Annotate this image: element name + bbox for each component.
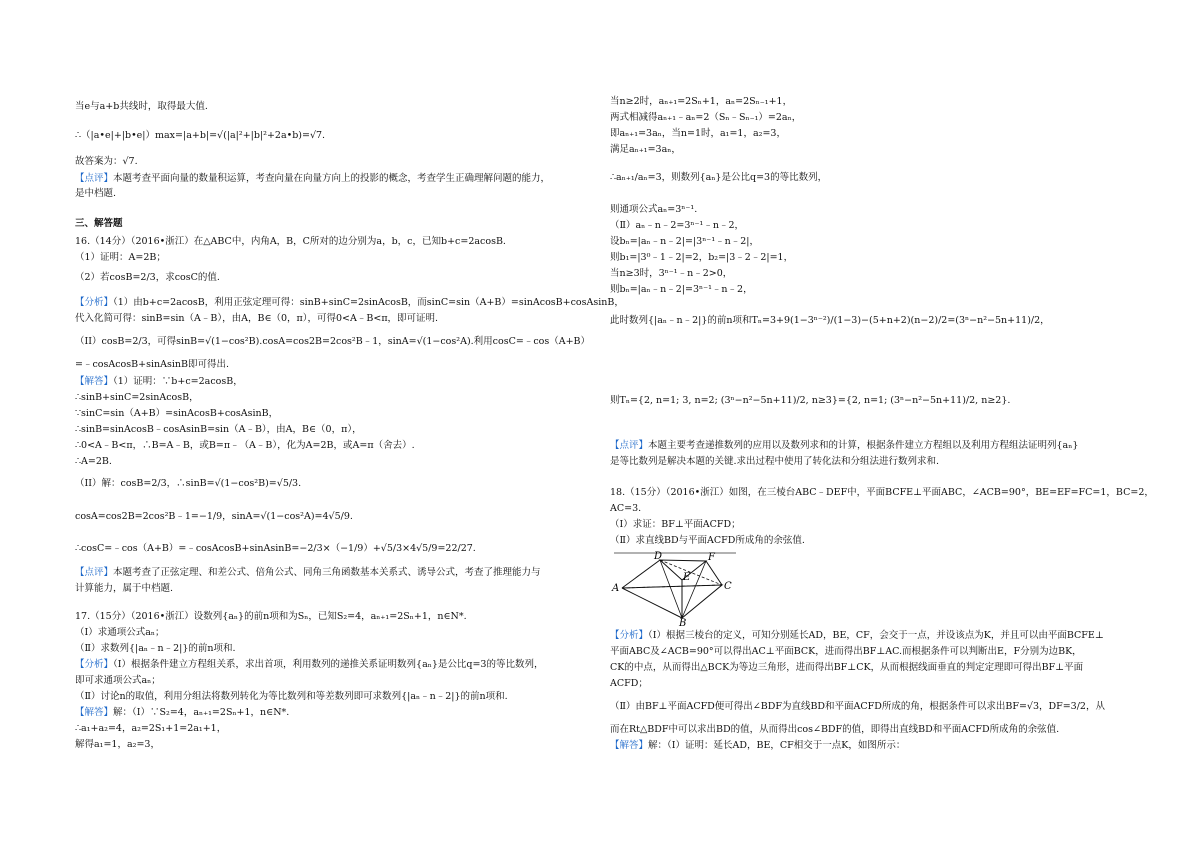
q16-analysis-line1 [75,297,624,309]
section-heading: 三、解答题 [75,218,123,229]
r-line-sum: 此时数列{|aₙ﹣n﹣2|}的前n项和Tₙ=3+9(1−3ⁿ⁻²)/(1−3)−(5+n+2)(n−2)/2=(3ⁿ−n²−5n+11)/2， [610,315,1050,326]
comment-text: 本题考查了正弦定理、和差公式、倍角公式、同角三角函数基本关系式、诱导公式，考查了推理能力与 [113,567,541,578]
q16-solution-line2: ∴sinB+sinC=2sinAcosB， [75,392,199,403]
label-A: A [612,583,620,594]
q18-stem: 18.（15分）（2016•浙江）如图，在三棱台ABC﹣DEF中，平面BCFE⊥平面ABC，∠ACB=90°，BE=EF=FC=1，BC=2， [610,487,1154,498]
q18-part1: （Ⅰ）求证：BF⊥平面ACFD； [610,519,741,530]
r-line-10: 当n≥3时，3ⁿ⁻¹﹣n﹣2>0， [610,268,733,279]
line-max-condition: 当e与a+b共线时，取得最大值. [75,101,208,112]
label-E: E [683,572,691,583]
solution-tag: 【解答】 [610,740,649,751]
frustum-figure [610,548,740,626]
q18-solution-line1 [610,740,905,752]
q16-part2: （2）若cosB=2/3，求cosC的值. [75,272,220,283]
line-answer: 故答案为：√7. [75,156,138,167]
q17-analysis-line1 [75,659,543,671]
q18-part2: （Ⅱ）求直线BD与平面ACFD所成角的余弦值. [610,535,805,546]
analysis-tag: 【分析】 [75,659,114,670]
segment-BD [660,560,682,618]
segment-BF [682,561,706,618]
q16-solution-line9: ∴cosC=﹣cos（A+B）=﹣cosAcosB+sinAsinB=−2/3×（−1/9）+√5/3×4√5/9=22/27. [75,543,476,554]
line-max-value: ∴（|a•e|+|b•e|）max=|a+b|=√(|a|²+|b|²+2a•b)=√7. [75,130,326,141]
r-line-9: 则b₁=|3⁰﹣1﹣2|=2，b₂=|3﹣2﹣2|=1， [610,252,794,263]
analysis-text: （1）由b+c=2acosB，利用正弦定理可得：sinB+sinC=2sinAcosB，而sinC=sin（A+B）=sinAcosB+cosAsinB， [113,297,624,308]
r-line-4: 满足aₙ₊₁=3aₙ， [610,144,681,155]
q17-solution-line3: 解得a₁=1，a₂=3， [75,739,160,750]
q17-stem: 17.（15分）（2016•浙江）设数列{aₙ}的前n项和为Sₙ，已知S₂=4，aₙ₊₁=2Sₙ+1，n∈N*. [75,611,467,622]
analysis-text: （Ⅰ）根据三棱台的定义，可知分别延长AD，BE，CF，会交于一点，并设该点为K，并且可以由平面BCFE⊥ [648,630,1104,641]
q18-analysis-line4: ACFD； [610,678,648,689]
right-column [600,0,1200,849]
q18-analysis-line1 [610,630,1104,642]
q18-analysis-line5: （Ⅱ）由BF⊥平面ACFD便可得出∠BDF为直线BD和平面ACFD所成的角，根据条件可以求出BF=√3，DF=3/2，从 [610,701,1105,712]
solution-text: （1）证明：∵b+c=2acosB， [113,376,243,387]
comment-line-2: 是中档题. [75,188,117,199]
solution-text: 解：（Ⅰ）∵S₂=4，aₙ₊₁=2Sₙ+1，n∈N*. [113,707,290,718]
analysis-tag: 【分析】 [610,630,649,641]
r-line-5: ∴aₙ₊₁/aₙ=3，则数列{aₙ}是公比q=3的等比数列， [610,172,828,183]
q17-comment-line1 [610,440,1078,452]
r-line-piecewise: 则Tₙ={2, n=1; 3, n=2; (3ⁿ−n²−5n+11)/2, n≥3}={2, n=1; (3ⁿ−n²−5n+11)/2, n≥2}. [610,395,1011,406]
solution-tag: 【解答】 [75,376,114,387]
label-D: D [654,551,663,562]
r-line-3: 即aₙ₊₁=3aₙ，当n=1时，a₁=1，a₂=3， [610,128,786,139]
q16-solution-line3: ∵sinC=sin（A+B）=sinAcosB+cosAsinB， [75,408,279,419]
q17-comment-line2: 是等比数列是解决本题的关键.求出过程中使用了转化法和分组法进行数列求和. [610,456,940,467]
q18-stem-2: AC=3. [610,503,642,514]
label-C: C [724,581,732,592]
comment-tag: 【点评】 [75,173,114,184]
q17-analysis-line3: （Ⅱ）讨论n的取值，利用分组法将数列转化为等比数列和等差数列即可求数列{|aₙ﹣n﹣2|}的前n项和. [75,691,508,702]
q16-analysis-line2: 代入化简可得：sinB=sin（A﹣B），由A，B∈（0，π），可得0<A﹣B<π，即可证明. [75,313,439,324]
solution-text: 解：（Ⅰ）证明：延长AD，BE，CF相交于一点K，如图所示： [648,740,906,751]
r-line-6: 则通项公式aₙ=3ⁿ⁻¹. [610,204,698,215]
r-line-7: （Ⅱ）aₙ﹣n﹣2=3ⁿ⁻¹﹣n﹣2， [610,220,744,231]
q16-solution-line6: ∴A=2B. [75,456,112,467]
comment-line [75,173,550,185]
r-line-11: 则bₙ=|aₙ﹣n﹣2|=3ⁿ⁻¹﹣n﹣2， [610,284,753,295]
edge-AD [622,560,660,588]
q18-analysis-line2: 平面ABC及∠ACB=90°可以得出AC⊥平面BCK，进而得出BF⊥AC.而根据条件可以判断出E，F分别为边BK， [610,646,1082,657]
q16-solution-line4: ∴sinB=sinAcosB﹣cosAsinB=sin（A﹣B），由A，B∈（0，π）， [75,424,362,435]
label-B: B [679,618,687,626]
solution-tag: 【解答】 [75,707,114,718]
triangle-ABC [622,585,722,618]
q17-analysis-line2: 即可求通项公式aₙ； [75,675,161,686]
label-F: F [708,552,715,563]
q17-part2: （Ⅱ）求数列{|aₙ﹣n﹣2|}的前n项和. [75,643,236,654]
q18-analysis-line3: CK的中点，从而得出△BCK为等边三角形，进而得出BF⊥CK，从而根据线面垂直的判定定理即可得出BF⊥平面 [610,662,1084,673]
comment-tag: 【点评】 [75,567,114,578]
q16-solution-line5: ∴0<A﹣B<π，∴B=A﹣B，或B=π﹣（A﹣B），化为A=2B，或A=π（舍去）. [75,440,415,451]
edge-CF [706,561,722,585]
q16-solution-line1 [75,376,243,388]
comment-text: 本题考查平面向量的数量积运算，考查向量在向量方向上的投影的概念，考查学生正确理解问题的能力， [113,173,551,184]
q16-solution-line7: （II）解：cosB=2/3，∴sinB=√(1−cos²B)=√5/3. [75,478,302,489]
q16-comment-line2: 计算能力，属于中档题. [75,583,174,594]
comment-text: 本题主要考查递推数列的应用以及数列求和的计算，根据条件建立方程组以及利用方程组法证明列{aₙ} [648,440,1079,451]
edge-AC-dashed [622,585,722,588]
q17-solution-line1 [75,707,289,719]
q16-analysis-line4: =﹣cosAcosB+sinAsinB即可得出. [75,359,230,370]
q16-solution-line8: cosA=cos2B=2cos²B﹣1=−1/9，sinA=√(1−cos²A)=4√5/9. [75,511,353,522]
q17-part1: （Ⅰ）求通项公式aₙ； [75,627,165,638]
q16-analysis-line3: （II）cosB=2/3，可得sinB=√(1−cos²B).cosA=cos2B=2cos²B﹣1，sinA=√(1−cos²A).利用cosC=﹣cos（A+B） [75,336,591,347]
r-line-1: 当n≥2时，aₙ₊₁=2Sₙ+1，aₙ=2Sₙ₋₁+1， [610,96,793,107]
r-line-8: 设bₙ=|aₙ﹣n﹣2|=|3ⁿ⁻¹﹣n﹣2|， [610,236,759,247]
analysis-text: （Ⅰ）根据条件建立方程组关系，求出首项，利用数列的递推关系证明数列{aₙ}是公比q=3的等比数列， [113,659,544,670]
comment-tag: 【点评】 [610,440,649,451]
q16-comment-line1 [75,567,541,579]
q18-analysis-line6: 而在Rt△BDF中可以求出BD的值，从而得出cos∠BDF的值，即得出直线BD和平面ACFD所成角的余弦值. [610,724,1060,735]
q17-solution-line2: ∴a₁+a₂=4，a₂=2S₁+1=2a₁+1， [75,723,227,734]
q16-stem: 16.（14分）（2016•浙江）在△ABC中，内角A，B，C所对的边分别为a，b，c，已知b+c=2acosB. [75,236,506,247]
analysis-tag: 【分析】 [75,297,114,308]
r-line-2: 两式相减得aₙ₊₁﹣aₙ=2（Sₙ﹣Sₙ₋₁）=2aₙ， [610,112,802,123]
q16-part1: （1）证明：A=2B； [75,252,166,263]
